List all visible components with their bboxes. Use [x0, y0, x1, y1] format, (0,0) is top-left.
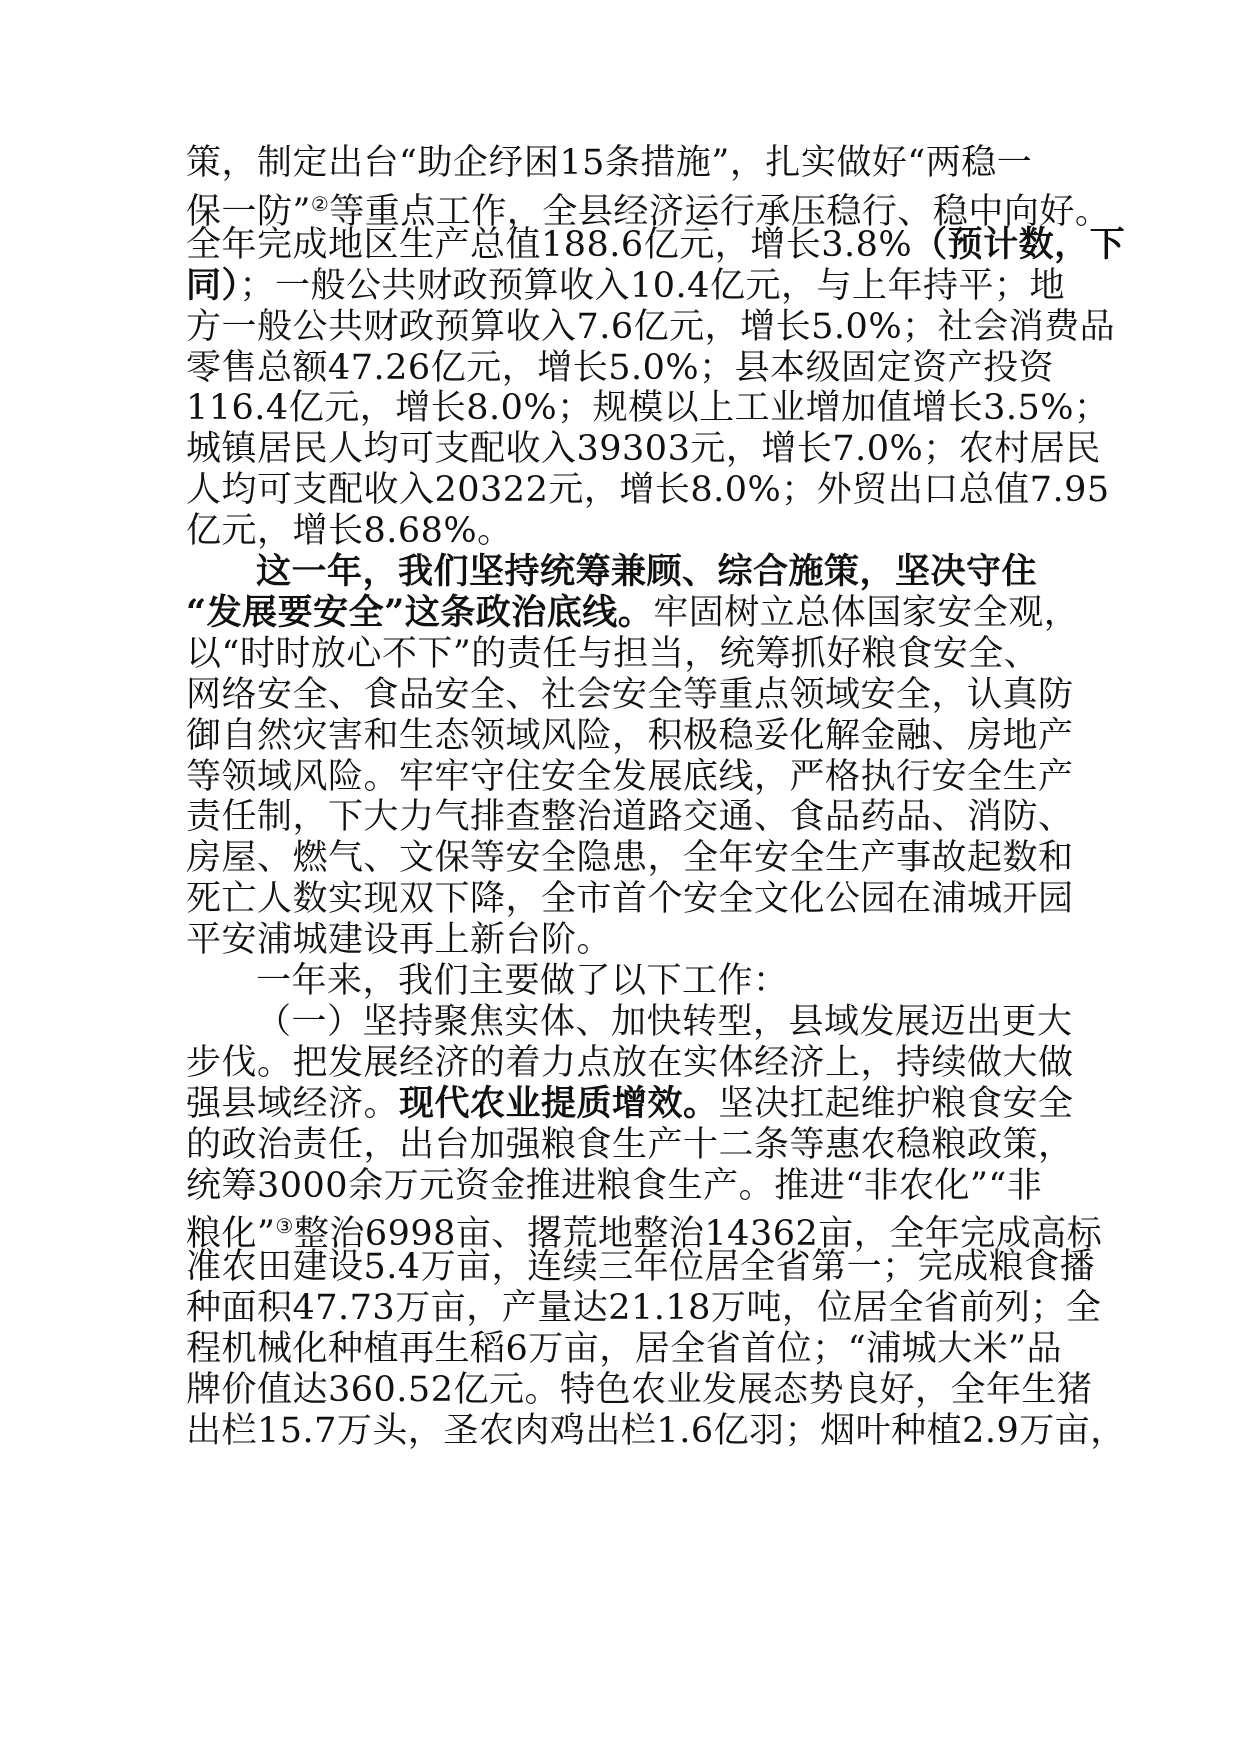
text-line	[256, 958, 1156, 1004]
text-line	[186, 672, 1086, 718]
text-segment: 的政治责任，出台加强粮食生产十二条等惠农稳粮政策，	[186, 1124, 1074, 1165]
text-segment: 程机械化种植再生稻6万亩，居全省首位；“浦城大米”品	[186, 1329, 1063, 1370]
text-line	[186, 917, 1086, 963]
bold-text: （预计数，下	[912, 223, 1126, 265]
text-line	[186, 1367, 1093, 1413]
footnote-marker: ②	[310, 191, 330, 216]
text-segment: ；一般公共财政预算收入10.4亿元，与上年持平；地	[239, 265, 1065, 306]
text-segment: 等重点工作，全县经济运行承压稳行、稳中向好。	[329, 191, 1111, 232]
text-line	[186, 385, 1110, 431]
bold-text: 现代农业提质增效。	[399, 1082, 719, 1124]
text-line	[256, 999, 1156, 1045]
text-line	[186, 1244, 1096, 1290]
text-segment: 城镇居民人均可支配收入39303元，增长7.0%；农村居民	[186, 429, 1101, 470]
text-line	[186, 263, 1086, 309]
text-line	[186, 426, 1101, 472]
text-line	[186, 508, 1086, 554]
text-segment: 粮化”	[186, 1214, 276, 1255]
text-segment: 平安浦城建设再上新台阶。	[186, 920, 613, 961]
text-line	[186, 1040, 1086, 1086]
text-segment: 牌价值达360.52亿元。特色农业发展态势良好，全年生猪	[186, 1370, 1093, 1410]
text-segment: 强县域经济。	[186, 1083, 400, 1124]
text-line	[186, 794, 1086, 840]
text-line	[186, 304, 1116, 350]
text-segment: 房屋、燃气、文保等安全隐患，全年安全生产事故起数和	[186, 838, 1074, 879]
text-line	[186, 140, 1086, 186]
text-segment: 坚决扛起维护粮食安全	[718, 1083, 1074, 1124]
text-line	[186, 631, 1086, 677]
text-line	[186, 345, 1086, 391]
text-segment: 步伐。把发展经济的着力点放在实体经济上，持续做大做	[186, 1042, 1074, 1083]
text-segment: 亿元，增长8.68%。	[186, 511, 513, 552]
text-segment: 网络安全、食品安全、社会安全等重点领域安全，认真防	[186, 674, 1074, 715]
text-line	[186, 1285, 1102, 1331]
text-segment: 116.4亿元，增长8.0%；规模以上工业增加值增长3.5%；	[186, 388, 1110, 429]
text-line	[186, 467, 1110, 513]
text-segment: 人均可支配收入20322元，增长8.0%；外贸出口总值7.95	[186, 470, 1110, 511]
text-line	[186, 590, 1086, 636]
text-line	[186, 1081, 1086, 1127]
text-line	[186, 713, 1086, 759]
text-segment: 种面积47.73万亩，产量达21.18万吨，位居全省前列；全	[186, 1288, 1102, 1329]
text-segment: 准农田建设5.4万亩，连续三年位居全省第一；完成粮食播	[186, 1247, 1096, 1288]
text-line	[186, 876, 1086, 922]
text-segment: 策，制定出台“助企纾困15条措施”，扎实做好“两稳一	[186, 143, 1033, 183]
text-segment: 死亡人数实现双下降，全市首个安全文化公园在浦城开园	[186, 879, 1074, 920]
text-line	[186, 1408, 1126, 1454]
text-line	[186, 222, 1126, 268]
bold-text: “发展要安全”这条政治底线。	[186, 591, 654, 633]
text-segment: 出栏15.7万头，圣农肉鸡出栏1.6亿羽；烟叶种植2.9万亩，	[186, 1410, 1126, 1451]
text-segment: 零售总额47.26亿元，增长5.0%；县本级固定资产投资	[186, 347, 1055, 388]
text-segment: 整治6998亩、撂荒地整治14362亩，全年完成高标	[293, 1214, 1103, 1255]
text-segment: 以“时时放心不下”的责任与担当，统筹抓好粮食安全、	[186, 633, 1040, 674]
text-segment: 责任制，下大力气排查整治道路交通、食品药品、消防、	[186, 797, 1074, 838]
text-segment: 方一般公共财政预算收入7.6亿元，增长5.0%；社会消费品	[186, 306, 1116, 347]
text-segment: 一年来，我们主要做了以下工作：	[256, 961, 789, 1001]
text-segment: 牢固树立总体国家安全观，	[653, 592, 1080, 633]
text-segment: 御自然灾害和生态领域风险，积极稳妥化解金融、房地产	[186, 715, 1074, 756]
text-line	[186, 1326, 1086, 1372]
text-segment: 保一防”	[186, 191, 311, 232]
text-line	[256, 549, 1156, 595]
text-line	[186, 1163, 1086, 1209]
text-line	[186, 835, 1086, 881]
text-segment: 等领域风险。牢牢守住安全发展底线，严格执行安全生产	[186, 756, 1074, 797]
text-segment: （一）坚持聚焦实体、加快转型，县域发展迈出更大	[256, 1001, 1073, 1042]
text-segment: 全年完成地区生产总值188.6亿元，增长3.8%	[186, 224, 913, 265]
text-line	[186, 1122, 1086, 1168]
text-line	[186, 754, 1086, 800]
bold-text: 同）	[186, 264, 240, 306]
footnote-marker: ③	[275, 1214, 294, 1239]
bold-text: 这一年，我们坚持统筹兼顾、综合施策，坚决守住	[256, 551, 1038, 592]
text-segment: 统筹3000余万元资金推进粮食生产。推进“非农化”“非	[186, 1165, 1043, 1206]
